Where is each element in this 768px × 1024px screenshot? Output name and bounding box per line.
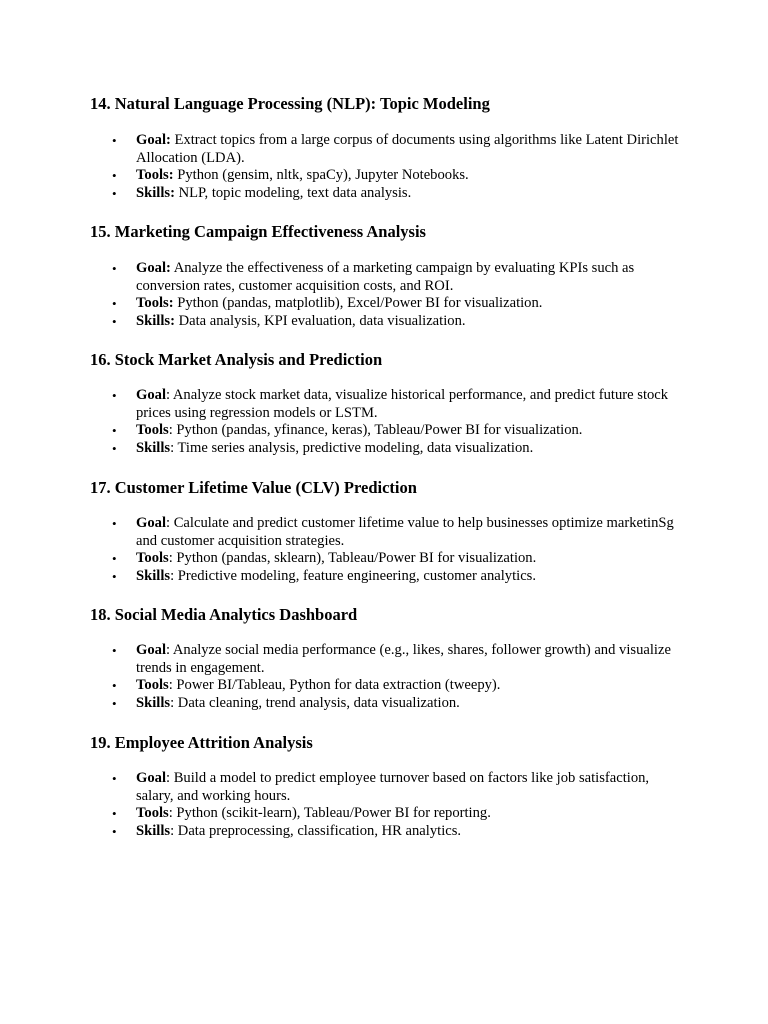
item-text: Python (gensim, nltk, spaCy), Jupyter Notebooks. — [173, 167, 469, 183]
bullet-list — [90, 515, 690, 585]
item-label: Goal — [136, 770, 166, 786]
item-text: : Data preprocessing, classification, HR analytics. — [170, 822, 462, 839]
section-heading: 18. Social Media Analytics Dashboard — [90, 605, 358, 624]
item-text: : Time series analysis, predictive modeling, data visualization. — [170, 439, 534, 456]
section-heading: 15. Marketing Campaign Effectiveness Analysis — [90, 222, 426, 241]
item-label: Skills — [136, 822, 171, 839]
item-label: Tools — [136, 550, 169, 566]
list-item-tools — [90, 677, 690, 695]
item-text: Analyze the effectiveness of a marketing campaign by evaluating KPIs such as conversion rates, customer acquisition costs, and ROI. — [136, 260, 635, 294]
list-item-tools — [90, 805, 690, 823]
item-label: Goal: — [136, 132, 171, 148]
item-text: Data analysis, KPI evaluation, data visualization. — [174, 312, 466, 329]
bullet-icon: • — [112, 313, 117, 329]
bullet-list — [90, 132, 690, 202]
bullet-icon: • — [112, 771, 117, 786]
list-item-goal — [90, 387, 690, 422]
item-label: Goal — [136, 515, 166, 531]
list-item-skills — [90, 823, 690, 841]
bullet-icon: • — [112, 388, 117, 403]
item-text: : Calculate and predict customer lifetime value to help businesses optimize marketinSg and customer acquisition strategies. — [136, 515, 674, 549]
section-heading: 14. Natural Language Processing (NLP): Topic Modeling — [90, 94, 490, 113]
item-text: : Data cleaning, trend analysis, data visualization. — [170, 694, 460, 711]
bullet-icon: • — [112, 678, 117, 693]
list-item-tools — [90, 550, 690, 568]
section-14 — [90, 94, 690, 201]
section-15 — [90, 222, 690, 329]
list-item-goal — [90, 770, 690, 805]
item-label: Skills — [136, 439, 171, 456]
bullet-icon: • — [112, 695, 117, 711]
bullet-icon: • — [112, 568, 117, 584]
item-label: Goal — [136, 642, 166, 658]
list-item-skills — [90, 568, 690, 586]
section-heading: 17. Customer Lifetime Value (CLV) Prediction — [90, 478, 417, 497]
item-text: : Analyze social media performance (e.g., likes, shares, follower growth) and visualize trends in engagement. — [136, 642, 671, 676]
bullet-icon: • — [112, 423, 117, 438]
item-label: Goal: — [136, 260, 171, 276]
item-label: Skills — [136, 567, 171, 584]
bullet-list — [90, 387, 690, 457]
item-text: : Python (pandas, sklearn), Tableau/Power BI for visualization. — [168, 550, 537, 566]
item-text: Python (pandas, matplotlib), Excel/Power BI for visualization. — [173, 295, 543, 311]
list-item-tools — [90, 167, 690, 185]
list-item-tools — [90, 422, 690, 440]
bullet-icon: • — [112, 133, 117, 148]
bullet-icon: • — [112, 823, 117, 839]
item-text: NLP, topic modeling, text data analysis. — [174, 184, 412, 201]
item-label: Tools — [136, 422, 169, 438]
item-label: Skills: — [136, 184, 175, 201]
item-text: : Python (scikit-learn), Tableau/Power BI for reporting. — [168, 805, 491, 821]
bullet-icon: • — [112, 185, 117, 201]
item-label: Tools — [136, 805, 169, 821]
section-heading: 19. Employee Attrition Analysis — [90, 733, 313, 752]
section-18 — [90, 605, 690, 711]
list-item-goal — [90, 132, 690, 167]
item-label: Skills — [136, 694, 171, 711]
list-item-skills — [90, 695, 690, 713]
bullet-icon: • — [112, 168, 117, 183]
list-item-goal — [90, 642, 690, 677]
bullet-list — [90, 260, 690, 330]
item-text: : Build a model to predict employee turnover based on factors like job satisfaction, salary, and working hours. — [136, 770, 650, 804]
bullet-list — [90, 770, 690, 840]
item-text: : Analyze stock market data, visualize historical performance, and predict future stock prices using regression models or LSTM. — [136, 387, 669, 421]
section-19 — [90, 733, 690, 839]
list-item-goal — [90, 260, 690, 295]
list-item-skills — [90, 440, 690, 458]
list-item-skills — [90, 313, 690, 331]
item-label: Skills: — [136, 312, 175, 329]
bullet-icon: • — [112, 643, 117, 658]
item-text: : Power BI/Tableau, Python for data extraction (tweepy). — [168, 677, 501, 693]
item-label: Tools — [136, 677, 169, 693]
item-label: Tools: — [136, 167, 174, 183]
bullet-list — [90, 642, 690, 712]
section-17 — [90, 478, 690, 584]
bullet-icon: • — [112, 296, 117, 311]
section-16 — [90, 350, 690, 456]
bullet-icon: • — [112, 516, 117, 531]
item-text: : Predictive modeling, feature engineering, customer analytics. — [170, 567, 537, 584]
item-label: Tools: — [136, 295, 174, 311]
list-item-goal — [90, 515, 690, 550]
list-item-tools — [90, 295, 690, 313]
item-label: Goal — [136, 387, 166, 403]
item-text: Extract topics from a large corpus of documents using algorithms like Latent Dirichlet Allocation (LDA). — [136, 132, 679, 166]
item-text: : Python (pandas, yfinance, keras), Tableau/Power BI for visualization. — [168, 422, 583, 438]
section-heading: 16. Stock Market Analysis and Prediction — [90, 350, 383, 369]
list-item-skills — [90, 185, 690, 203]
bullet-icon: • — [112, 551, 117, 566]
bullet-icon: • — [112, 806, 117, 821]
bullet-icon: • — [112, 261, 117, 276]
bullet-icon: • — [112, 440, 117, 456]
